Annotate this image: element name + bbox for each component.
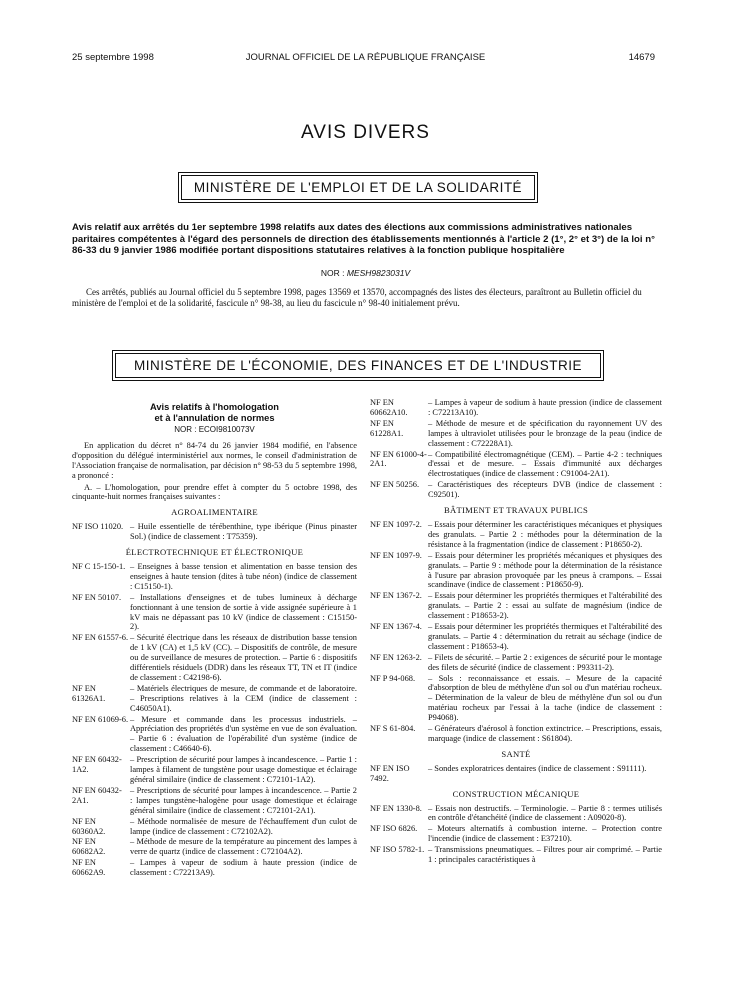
norm-description: – Matériels électriques de mesure, de commande et de laboratoire. – Prescriptions relatives à la CEM (indice de classement : C46050A1). [130,683,357,713]
ministry-box-economie [112,350,604,381]
norm-reference: NF C 15-150-1. [72,561,126,571]
norm-item [370,622,662,652]
norm-description: – Installations d'enseignes et de tubes lumineux à décharge fonctionnant à une tension de sortie à vide assignée supérieure à 1 kV mais ne dépassant pas 10 kV (indice de classement : C15150-2). [130,592,357,632]
left-norm-groups [72,508,357,878]
norm-item [370,480,662,500]
norm-description: – Prescriptions de sécurité pour lampes à incandescence. – Partie 2 : lampes tungstène-halogène pour usage domestique et éclairage général similaire (indice de classement : C72101-2A1). [130,785,357,815]
norm-item [370,591,662,621]
norm-description: – Filets de sécurité. – Partie 2 : exigences de sécurité pour le montage des filets de sécurité (indice de classement : P93311-2). [428,652,662,672]
norm-item [72,755,357,785]
norm-description: – Enseignes à basse tension et alimentation en basse tension des enseignes à haute tension (dites à tube néon) (indice de classement : C15150-1). [130,561,357,591]
norm-reference: NF EN 1367-4. [370,622,422,632]
avis-title-normes-line2: et à l'annulation de normes [154,413,275,423]
norm-item [370,824,662,844]
avis-nor-normes: NOR : ECOI9810073V [174,425,255,434]
avis-body-elections: Ces arrêtés, publiés au Journal officiel du 5 septembre 1998, pages 13569 et 13570, accompagnés des listes des électeurs, paraîtront au Bulletin officiel du ministère de l'emploi et de la solidarité, fascicule n° 98-38, au lieu du fascicule n° 98-40 initialement prévu. [72,287,642,308]
norm-item [370,804,662,824]
norm-item [370,724,662,744]
norm-item [72,786,357,816]
norm-item [72,522,357,542]
norm-item [370,764,662,784]
norm-reference: NF EN 61557-6. [72,633,129,643]
ministry-box-emploi [178,172,538,203]
norm-description: – Méthode normalisée de mesure de l'échauffement d'un culot de lampe (indice de classement : C72102A2). [130,816,357,836]
norm-reference: NF EN 1097-2. [370,519,422,529]
norm-item [370,450,662,480]
norm-description: – Sondes exploratrices dentaires (indice de classement : S91111). [428,763,647,773]
norm-description: – Méthode de mesure de la température au pincement des lampes à verre de quartz (indice de classement : C72104A2). [130,837,357,857]
right-column [370,398,662,866]
norm-description: – Transmissions pneumatiques. – Filtres pour air comprimé. – Partie 1 : principales caractéristiques à [428,845,662,865]
avis-title-normes-line1: Avis relatifs à l'homologation [150,402,279,412]
norm-reference: NF EN 60682A2. [72,837,106,857]
norm-item [370,520,662,550]
avis-paragraph-1: En application du décret n° 84-74 du 26 janvier 1984 modifié, en l'absence d'opposition du délégué interministériel aux normes, le conseil d'administration de l'Association française de normalisation, par décision n° 98-53 du 5 septembre 1998, a prononcé : [72,440,357,480]
section-title: AVIS DIVERS [301,122,430,143]
norm-reference: NF EN 1330-8. [370,803,422,813]
avis-nor-elections [0,268,731,278]
norm-reference: NF ISO 6826. [370,824,418,834]
nor-label: NOR : [320,268,345,278]
norm-category-heading: SANTÉ [501,748,531,759]
header-date: 25 septembre 1998 [72,52,154,63]
norm-reference: NF EN 1097-9. [370,550,422,560]
norm-reference: NF EN 61228A1. [370,418,404,438]
norm-description: – Générateurs d'aérosol à fonction extinctrice. – Prescriptions, essais, marquage (indice de classement : S61804). [428,724,662,743]
norm-reference: NF S 61-804. [370,724,416,734]
right-norm-groups [370,506,662,865]
norm-description: – Essais pour déterminer les propriétés thermiques et l'altérabilité des granulats. – Partie 4 : détermination du retrait au séchage (indice de classement : P18653-4). [428,622,662,651]
page-header [0,52,731,68]
norm-description: – Sécurité électrique dans les réseaux de distribution basse tension de 1 kV (CA) et 1,5 kV (CC). – Dispositifs de contrôle, de mesure ou de surveillance de mesures de protection. – Partie 6 : dispositifs différentiels résiduels (DDR) dans les réseaux TT, TN et IT (indice de classement : C42198-6). [130,633,357,682]
norm-reference: NF EN 61000-4-2A1. [370,449,427,469]
nor-code: MESH9823031V [346,268,411,278]
norm-description: – Essais pour déterminer les propriétés mécaniques et physiques des granulats. – Partie 9 : méthode pour la détermination de la résistance à l'usure par abrasion provoquée par les pneus à crampons. – Essai scandinave (indice de classement : P18650-9). [428,550,662,590]
norm-reference: NF EN 60662A9. [72,858,106,878]
norm-description: – Mesure et commande dans les processus industriels. – Appréciation des propriétés d'un système en vue de son évaluation. – Partie 6 : évaluation de l'opérabilité d'un système (indice de classement : C46640-6). [130,714,357,754]
norm-reference: NF P 94-068. [370,673,416,683]
norm-reference: NF EN 1367-2. [370,591,422,601]
norm-reference: NF EN 61326A1. [72,683,106,703]
norm-reference: NF EN ISO 7492. [370,763,410,783]
norm-reference: NF EN 60432-1A2. [72,755,122,775]
norm-description: – Huile essentielle de térébenthine, type ibérique (Pinus pinaster Sol.) (indice de classement : T75359). [130,522,357,542]
norm-reference: NF EN 1263-2. [370,652,422,662]
norm-reference: NF EN 61069-6. [72,714,129,724]
norm-category-heading: BÂTIMENT ET TRAVAUX PUBLICS [443,505,589,516]
norm-category-heading: AGROALIMENTAIRE [171,507,258,518]
norm-item [370,398,662,418]
left-column [72,398,357,879]
header-journal: JOURNAL OFFICIEL DE LA RÉPUBLIQUE FRANÇAISE [245,52,486,63]
norm-description: – Caractéristiques des récepteurs DVB (indice de classement : C92501). [428,480,662,500]
norm-description: – Compatibilité électromagnétique (CEM). – Partie 4-2 : techniques d'essai et de mesure. – Essais d'immunité aux décharges électrostatiques (indice de classement : C91004-2A1). [428,449,662,479]
norm-item [370,674,662,724]
ministry-title-emploi: MINISTÈRE DE L'EMPLOI ET DE LA SOLIDARITÉ [181,175,535,200]
norm-item [72,837,357,857]
norm-reference: NF EN 50107. [72,592,122,602]
norm-description: – Méthode de mesure et de spécification du rayonnement UV des lampes à ultraviolet utilisées pour le bronzage de la peau (indice de classement : C72228A1). [428,418,662,448]
avis-title-normes [72,402,357,424]
norm-item [72,715,357,755]
norm-item [370,419,662,449]
norm-description: – Prescription de sécurité pour lampes à incandescence. – Partie 1 : lampes à filament de tungstène pour usage domestique et éclairage général similaire (indice de classement : C72101-1A2). [130,755,357,784]
norm-description: – Lampes à vapeur de sodium à haute pression (indice de classement : C72213A10). [428,398,662,417]
ministry-title-economie: MINISTÈRE DE L'ÉCONOMIE, DES FINANCES ET DE L'INDUSTRIE [115,353,601,378]
norm-item [72,593,357,633]
norm-item [72,562,357,592]
norm-category-heading: CONSTRUCTION MÉCANIQUE [452,788,580,799]
norm-reference: NF EN 60662A10. [370,398,408,417]
norm-reference: NF ISO 5782-1. [370,845,425,855]
norm-description: – Essais pour déterminer les caractéristiques mécaniques et physiques des granulats. – Partie 2 : méthodes pour la détermination de la résistance à la fragmentation (indice de classement : P18650-2). [428,519,662,549]
norm-item [72,633,357,683]
norm-item [370,845,662,865]
norm-description: – Essais pour déterminer les propriétés thermiques et l'altérabilité des granulats. – Partie 2 : essai au sulfate de magnésium (indice de classement : P18653-2). [428,591,662,621]
header-page-number: 14679 [628,52,655,63]
right-top-norms [370,398,662,500]
norm-item [72,684,357,714]
avis-paragraph-2: A. – L'homologation, pour prendre effet à compter du 5 octobre 1998, des cinquante-huit normes françaises suivantes : [72,482,357,502]
norm-reference: NF EN 60432-2A1. [72,785,122,805]
norm-category-heading: ÉLECTROTECHNIQUE ET ÉLECTRONIQUE [125,547,304,558]
norm-description: – Moteurs alternatifs à combustion interne. – Protection contre l'incendie (indice de classement : E37210). [428,824,662,844]
norm-reference: NF EN 50256. [370,480,420,490]
norm-description: – Essais non destructifs. – Terminologie. – Partie 8 : termes utilisés en contrôle d'étanchéité (indice de classement : A09020-8). [428,803,662,823]
norm-description: – Lampes à vapeur de sodium à haute pression (indice de classement : C72213A9). [130,858,357,878]
norm-item [72,817,357,837]
norm-description: – Sols : reconnaissance et essais. – Mesure de la capacité d'absorption de bleu de méthylène d'un sol ou d'un matériau rocheux. – Détermination de la valeur de bleu de méthylène d'un sol ou d'un matériau rocheux par l'essai à la tache (indice de classement : P94068). [428,673,662,723]
avis-title-elections: Avis relatif aux arrêtés du 1er septembre 1998 relatifs aux dates des élections aux commissions administratives nationales paritaires compétentes à l'égard des personnels de direction des établissements mentionnés à l'article 2 (1°, 2° et 3°) de la loi n° 86-33 du 9 janvier 1986 modifiée portant dispositions statutaires relatives à la fonction publique hospitalière [72,222,655,256]
norm-reference: NF ISO 11020. [72,522,124,532]
norm-item [370,653,662,673]
norm-item [370,551,662,591]
norm-reference: NF EN 60360A2. [72,816,106,836]
norm-item [72,858,357,878]
